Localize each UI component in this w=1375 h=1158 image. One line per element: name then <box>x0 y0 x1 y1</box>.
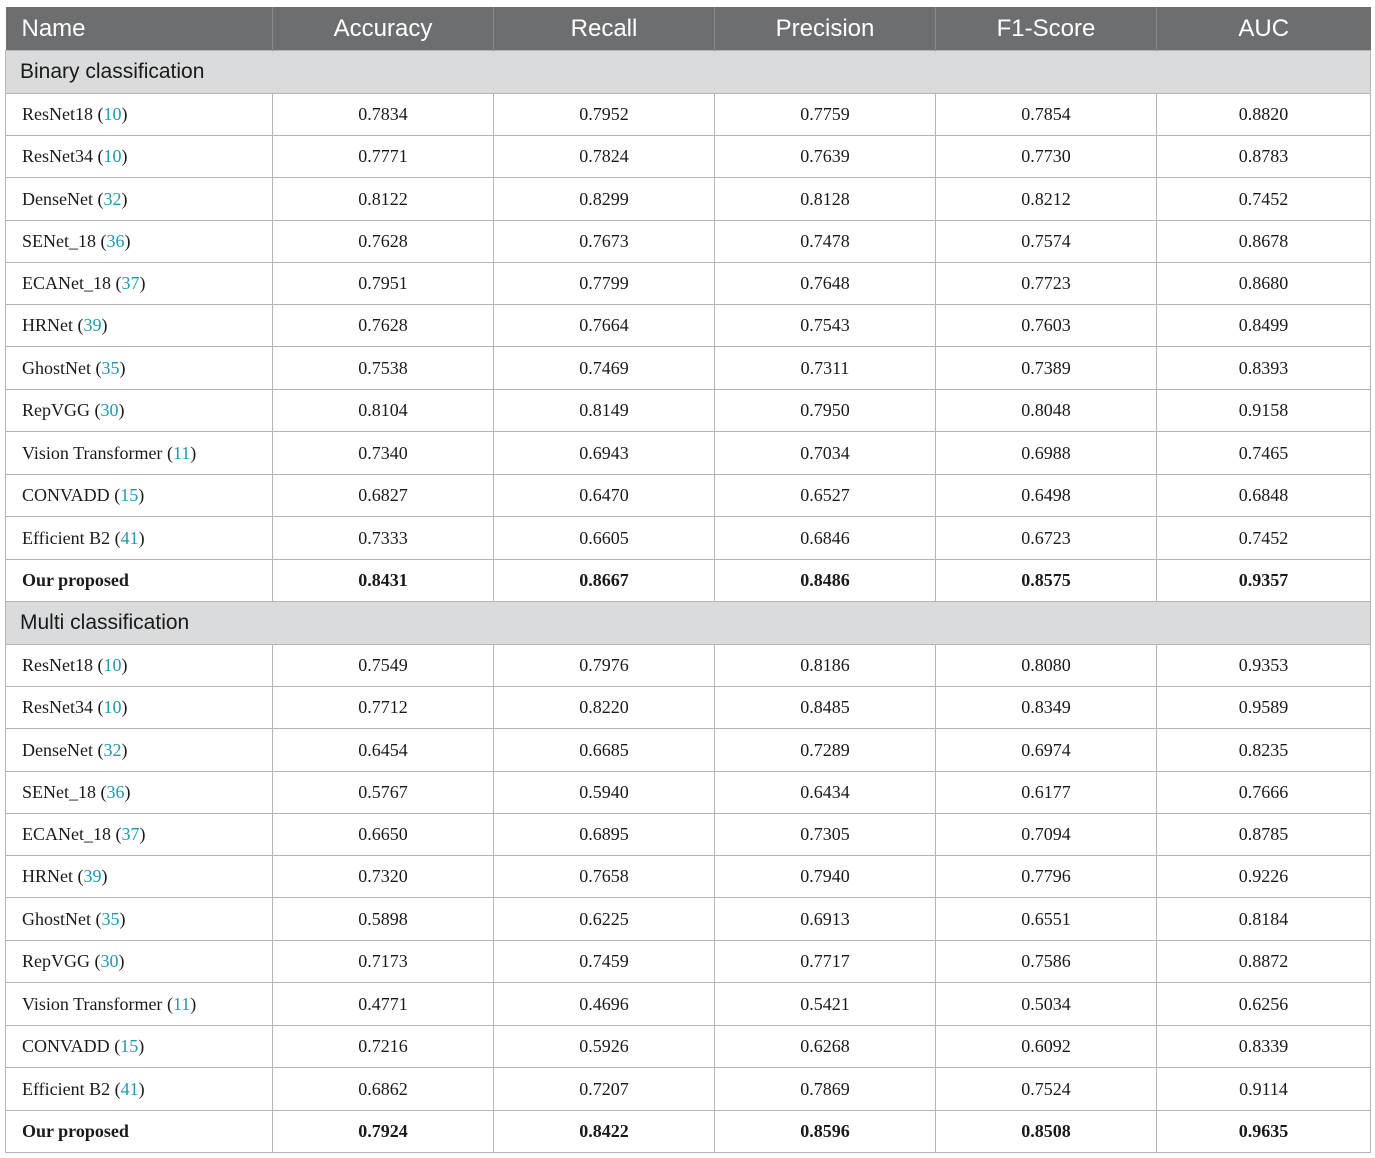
model-name: SENet_18 <box>22 782 96 802</box>
precision-cell: 0.7478 <box>715 221 936 263</box>
section-header-row <box>6 602 1371 645</box>
precision-cell: 0.7717 <box>715 941 936 983</box>
table-row <box>6 983 1371 1026</box>
model-name-cell <box>6 560 273 602</box>
column-header-recall: Recall <box>494 7 715 51</box>
auc-cell: 0.9114 <box>1157 1068 1371 1111</box>
table-body <box>6 51 1371 1153</box>
f1-score-cell: 0.7574 <box>936 221 1157 263</box>
model-name: Efficient B2 <box>22 1078 111 1099</box>
auc-cell: 0.8235 <box>1157 729 1371 772</box>
precision-cell: 0.6527 <box>715 475 936 517</box>
precision-cell: 0.5421 <box>715 983 936 1026</box>
citation-link[interactable]: 37 <box>121 273 140 293</box>
recall-cell: 0.7799 <box>494 263 715 305</box>
table-row <box>6 221 1371 263</box>
accuracy-cell: 0.7320 <box>273 856 494 898</box>
f1-score-cell: 0.7586 <box>936 941 1157 983</box>
table-row <box>6 814 1371 856</box>
accuracy-cell: 0.7771 <box>273 136 494 178</box>
citation-link[interactable]: 10 <box>103 146 122 166</box>
recall-cell: 0.5940 <box>494 772 715 814</box>
f1-score-cell: 0.6092 <box>936 1026 1157 1068</box>
f1-score-cell: 0.6974 <box>936 729 1157 772</box>
precision-cell: 0.6268 <box>715 1026 936 1068</box>
recall-cell: 0.7664 <box>494 305 715 347</box>
accuracy-cell: 0.5767 <box>273 772 494 814</box>
recall-cell: 0.6895 <box>494 814 715 856</box>
recall-cell: 0.8220 <box>494 687 715 729</box>
column-header-auc: AUC <box>1157 7 1371 51</box>
f1-score-cell: 0.8048 <box>936 390 1157 432</box>
auc-cell: 0.8393 <box>1157 347 1371 390</box>
model-name-cell: ResNet18 (10) <box>6 94 273 136</box>
accuracy-cell: 0.8431 <box>273 560 494 602</box>
table-row <box>6 1068 1371 1111</box>
auc-cell: 0.6848 <box>1157 475 1371 517</box>
column-header-f1-score: F1-Score <box>936 7 1157 51</box>
table-row <box>6 347 1371 390</box>
citation-link[interactable]: 15 <box>120 1036 139 1056</box>
model-name-cell: ResNet34 (10) <box>6 687 273 729</box>
table-row <box>6 856 1371 898</box>
model-name: Our proposed <box>22 1121 129 1141</box>
citation-link[interactable]: 15 <box>120 485 139 505</box>
model-name-cell: CONVADD (15) <box>6 1026 273 1068</box>
auc-cell: 0.8499 <box>1157 305 1371 347</box>
model-name-cell: RepVGG (30) <box>6 941 273 983</box>
f1-score-cell: 0.7730 <box>936 136 1157 178</box>
precision-cell: 0.7940 <box>715 856 936 898</box>
auc-cell: 0.9357 <box>1157 560 1371 602</box>
model-name: RepVGG <box>22 400 90 420</box>
f1-score-cell: 0.6988 <box>936 432 1157 475</box>
accuracy-cell: 0.7712 <box>273 687 494 729</box>
model-name-cell: ResNet18 (10) <box>6 645 273 687</box>
model-name: CONVADD <box>22 1036 110 1056</box>
model-name: HRNet <box>22 315 73 335</box>
model-name: ResNet34 <box>22 697 93 717</box>
citation-link[interactable]: 41 <box>120 527 139 548</box>
citation-link[interactable]: 32 <box>103 188 122 209</box>
auc-cell: 0.6256 <box>1157 983 1371 1026</box>
accuracy-cell: 0.7173 <box>273 941 494 983</box>
f1-score-cell: 0.8349 <box>936 687 1157 729</box>
results-table <box>5 7 1371 1153</box>
table-row <box>6 94 1371 136</box>
model-name-cell: DenseNet (32) <box>6 178 273 221</box>
header-row <box>6 7 1371 51</box>
model-name: Efficient B2 <box>22 527 111 548</box>
auc-cell: 0.7666 <box>1157 772 1371 814</box>
auc-cell: 0.8339 <box>1157 1026 1371 1068</box>
accuracy-cell: 0.7333 <box>273 517 494 560</box>
accuracy-cell: 0.7628 <box>273 221 494 263</box>
model-name-cell: CONVADD (15) <box>6 475 273 517</box>
precision-cell: 0.8485 <box>715 687 936 729</box>
citation-link[interactable]: 36 <box>106 782 125 802</box>
citation-link[interactable]: 10 <box>103 104 122 124</box>
precision-cell: 0.8596 <box>715 1111 936 1153</box>
f1-score-cell: 0.8080 <box>936 645 1157 687</box>
accuracy-cell: 0.7340 <box>273 432 494 475</box>
auc-cell: 0.7452 <box>1157 517 1371 560</box>
citation-link[interactable]: 11 <box>172 993 191 1014</box>
citation-link[interactable]: 41 <box>120 1078 139 1099</box>
accuracy-cell: 0.6650 <box>273 814 494 856</box>
column-header-precision: Precision <box>715 7 936 51</box>
accuracy-cell: 0.8122 <box>273 178 494 221</box>
model-name: CONVADD <box>22 485 110 505</box>
precision-cell: 0.7311 <box>715 347 936 390</box>
model-name: ResNet18 <box>22 655 93 675</box>
recall-cell: 0.7824 <box>494 136 715 178</box>
recall-cell: 0.8422 <box>494 1111 715 1153</box>
citation-link[interactable]: 10 <box>103 655 122 675</box>
auc-cell: 0.9226 <box>1157 856 1371 898</box>
model-name-cell: DenseNet (32) <box>6 729 273 772</box>
precision-cell: 0.7289 <box>715 729 936 772</box>
auc-cell: 0.8680 <box>1157 263 1371 305</box>
f1-score-cell: 0.6177 <box>936 772 1157 814</box>
auc-cell: 0.8872 <box>1157 941 1371 983</box>
table-row <box>6 475 1371 517</box>
f1-score-cell: 0.6551 <box>936 898 1157 941</box>
accuracy-cell: 0.8104 <box>273 390 494 432</box>
auc-cell: 0.8820 <box>1157 94 1371 136</box>
accuracy-cell: 0.7216 <box>273 1026 494 1068</box>
recall-cell: 0.7673 <box>494 221 715 263</box>
table-row <box>6 645 1371 687</box>
model-name-cell: ECANet_18 (37) <box>6 263 273 305</box>
model-name: HRNet <box>22 866 73 886</box>
table-row <box>6 136 1371 178</box>
accuracy-cell: 0.7628 <box>273 305 494 347</box>
citation-link[interactable]: 30 <box>100 951 119 971</box>
recall-cell: 0.7658 <box>494 856 715 898</box>
model-name-cell: GhostNet (35) <box>6 898 273 941</box>
f1-score-cell: 0.7094 <box>936 814 1157 856</box>
accuracy-cell: 0.6827 <box>273 475 494 517</box>
accuracy-cell: 0.5898 <box>273 898 494 941</box>
recall-cell: 0.6685 <box>494 729 715 772</box>
model-name-cell: SENet_18 (36) <box>6 772 273 814</box>
table-row <box>6 517 1371 560</box>
citation-link[interactable]: 39 <box>83 866 102 886</box>
model-name-cell: Vision Transformer (11) <box>6 432 273 475</box>
table-row <box>6 178 1371 221</box>
column-header-name: Name <box>6 7 273 51</box>
accuracy-cell: 0.6454 <box>273 729 494 772</box>
table-row <box>6 560 1371 602</box>
recall-cell: 0.6225 <box>494 898 715 941</box>
citation-link[interactable]: 11 <box>172 442 191 463</box>
f1-score-cell: 0.7389 <box>936 347 1157 390</box>
auc-cell: 0.7452 <box>1157 178 1371 221</box>
citation-link[interactable]: 35 <box>101 908 120 929</box>
citation-link[interactable]: 30 <box>100 400 119 420</box>
accuracy-cell: 0.7549 <box>273 645 494 687</box>
model-name: ResNet18 <box>22 104 93 124</box>
auc-cell: 0.9158 <box>1157 390 1371 432</box>
auc-cell: 0.8783 <box>1157 136 1371 178</box>
f1-score-cell: 0.8575 <box>936 560 1157 602</box>
precision-cell: 0.7034 <box>715 432 936 475</box>
recall-cell: 0.7976 <box>494 645 715 687</box>
precision-cell: 0.8486 <box>715 560 936 602</box>
recall-cell: 0.7952 <box>494 94 715 136</box>
model-name: GhostNet <box>22 357 91 378</box>
citation-link[interactable]: 37 <box>121 824 140 844</box>
f1-score-cell: 0.5034 <box>936 983 1157 1026</box>
auc-cell: 0.8678 <box>1157 221 1371 263</box>
table-row <box>6 1111 1371 1153</box>
table-row <box>6 263 1371 305</box>
model-name-cell: RepVGG (30) <box>6 390 273 432</box>
model-name-cell: Efficient B2 (41) <box>6 1068 273 1111</box>
model-name: ResNet34 <box>22 146 93 166</box>
precision-cell: 0.6846 <box>715 517 936 560</box>
recall-cell: 0.8299 <box>494 178 715 221</box>
model-name: ECANet_18 <box>22 824 111 844</box>
recall-cell: 0.5926 <box>494 1026 715 1068</box>
f1-score-cell: 0.6498 <box>936 475 1157 517</box>
model-name: GhostNet <box>22 908 91 929</box>
model-name-cell <box>6 1111 273 1153</box>
auc-cell: 0.9589 <box>1157 687 1371 729</box>
citation-link[interactable]: 36 <box>106 231 125 251</box>
model-name: Vision Transformer <box>22 993 163 1014</box>
precision-cell: 0.7759 <box>715 94 936 136</box>
precision-cell: 0.7950 <box>715 390 936 432</box>
citation-link[interactable]: 39 <box>83 315 102 335</box>
model-name: DenseNet <box>22 739 93 760</box>
precision-cell: 0.8128 <box>715 178 936 221</box>
model-name-cell: ECANet_18 (37) <box>6 814 273 856</box>
model-name: ECANet_18 <box>22 273 111 293</box>
precision-cell: 0.7869 <box>715 1068 936 1111</box>
recall-cell: 0.6943 <box>494 432 715 475</box>
precision-cell: 0.6913 <box>715 898 936 941</box>
accuracy-cell: 0.7951 <box>273 263 494 305</box>
model-name-cell: GhostNet (35) <box>6 347 273 390</box>
f1-score-cell: 0.7603 <box>936 305 1157 347</box>
f1-score-cell: 0.7723 <box>936 263 1157 305</box>
model-name-cell: HRNet (39) <box>6 856 273 898</box>
accuracy-cell: 0.4771 <box>273 983 494 1026</box>
model-name-cell: ResNet34 (10) <box>6 136 273 178</box>
recall-cell: 0.6470 <box>494 475 715 517</box>
auc-cell: 0.9635 <box>1157 1111 1371 1153</box>
model-name: DenseNet <box>22 188 93 209</box>
column-header-accuracy: Accuracy <box>273 7 494 51</box>
table-row <box>6 305 1371 347</box>
model-name-cell: Vision Transformer (11) <box>6 983 273 1026</box>
model-name: Our proposed <box>22 570 129 590</box>
citation-link[interactable]: 32 <box>103 739 122 760</box>
recall-cell: 0.8149 <box>494 390 715 432</box>
table-row <box>6 898 1371 941</box>
auc-cell: 0.8184 <box>1157 898 1371 941</box>
auc-cell: 0.9353 <box>1157 645 1371 687</box>
model-name: SENet_18 <box>22 231 96 251</box>
accuracy-cell: 0.7538 <box>273 347 494 390</box>
f1-score-cell: 0.7854 <box>936 94 1157 136</box>
recall-cell: 0.7207 <box>494 1068 715 1111</box>
f1-score-cell: 0.7524 <box>936 1068 1157 1111</box>
f1-score-cell: 0.8212 <box>936 178 1157 221</box>
model-name-cell: SENet_18 (36) <box>6 221 273 263</box>
precision-cell: 0.7305 <box>715 814 936 856</box>
model-name: Vision Transformer <box>22 442 163 463</box>
accuracy-cell: 0.7924 <box>273 1111 494 1153</box>
accuracy-cell: 0.6862 <box>273 1068 494 1111</box>
model-name: RepVGG <box>22 951 90 971</box>
accuracy-cell: 0.7834 <box>273 94 494 136</box>
precision-cell: 0.7639 <box>715 136 936 178</box>
f1-score-cell: 0.6723 <box>936 517 1157 560</box>
recall-cell: 0.8667 <box>494 560 715 602</box>
table-row <box>6 772 1371 814</box>
auc-cell: 0.8785 <box>1157 814 1371 856</box>
recall-cell: 0.7469 <box>494 347 715 390</box>
table-row <box>6 390 1371 432</box>
model-name-cell: Efficient B2 (41) <box>6 517 273 560</box>
citation-link[interactable]: 35 <box>101 357 120 378</box>
table-row <box>6 1026 1371 1068</box>
section-title: Binary classification <box>6 51 1371 94</box>
model-name-cell: HRNet (39) <box>6 305 273 347</box>
precision-cell: 0.6434 <box>715 772 936 814</box>
table-header <box>6 7 1371 51</box>
precision-cell: 0.8186 <box>715 645 936 687</box>
table-row <box>6 432 1371 475</box>
f1-score-cell: 0.8508 <box>936 1111 1157 1153</box>
section-title: Multi classification <box>6 602 1371 645</box>
table-row <box>6 941 1371 983</box>
precision-cell: 0.7543 <box>715 305 936 347</box>
auc-cell: 0.7465 <box>1157 432 1371 475</box>
table-row <box>6 687 1371 729</box>
precision-cell: 0.7648 <box>715 263 936 305</box>
f1-score-cell: 0.7796 <box>936 856 1157 898</box>
table-row <box>6 729 1371 772</box>
recall-cell: 0.4696 <box>494 983 715 1026</box>
section-header-row <box>6 51 1371 94</box>
citation-link[interactable]: 10 <box>103 697 122 717</box>
recall-cell: 0.6605 <box>494 517 715 560</box>
recall-cell: 0.7459 <box>494 941 715 983</box>
